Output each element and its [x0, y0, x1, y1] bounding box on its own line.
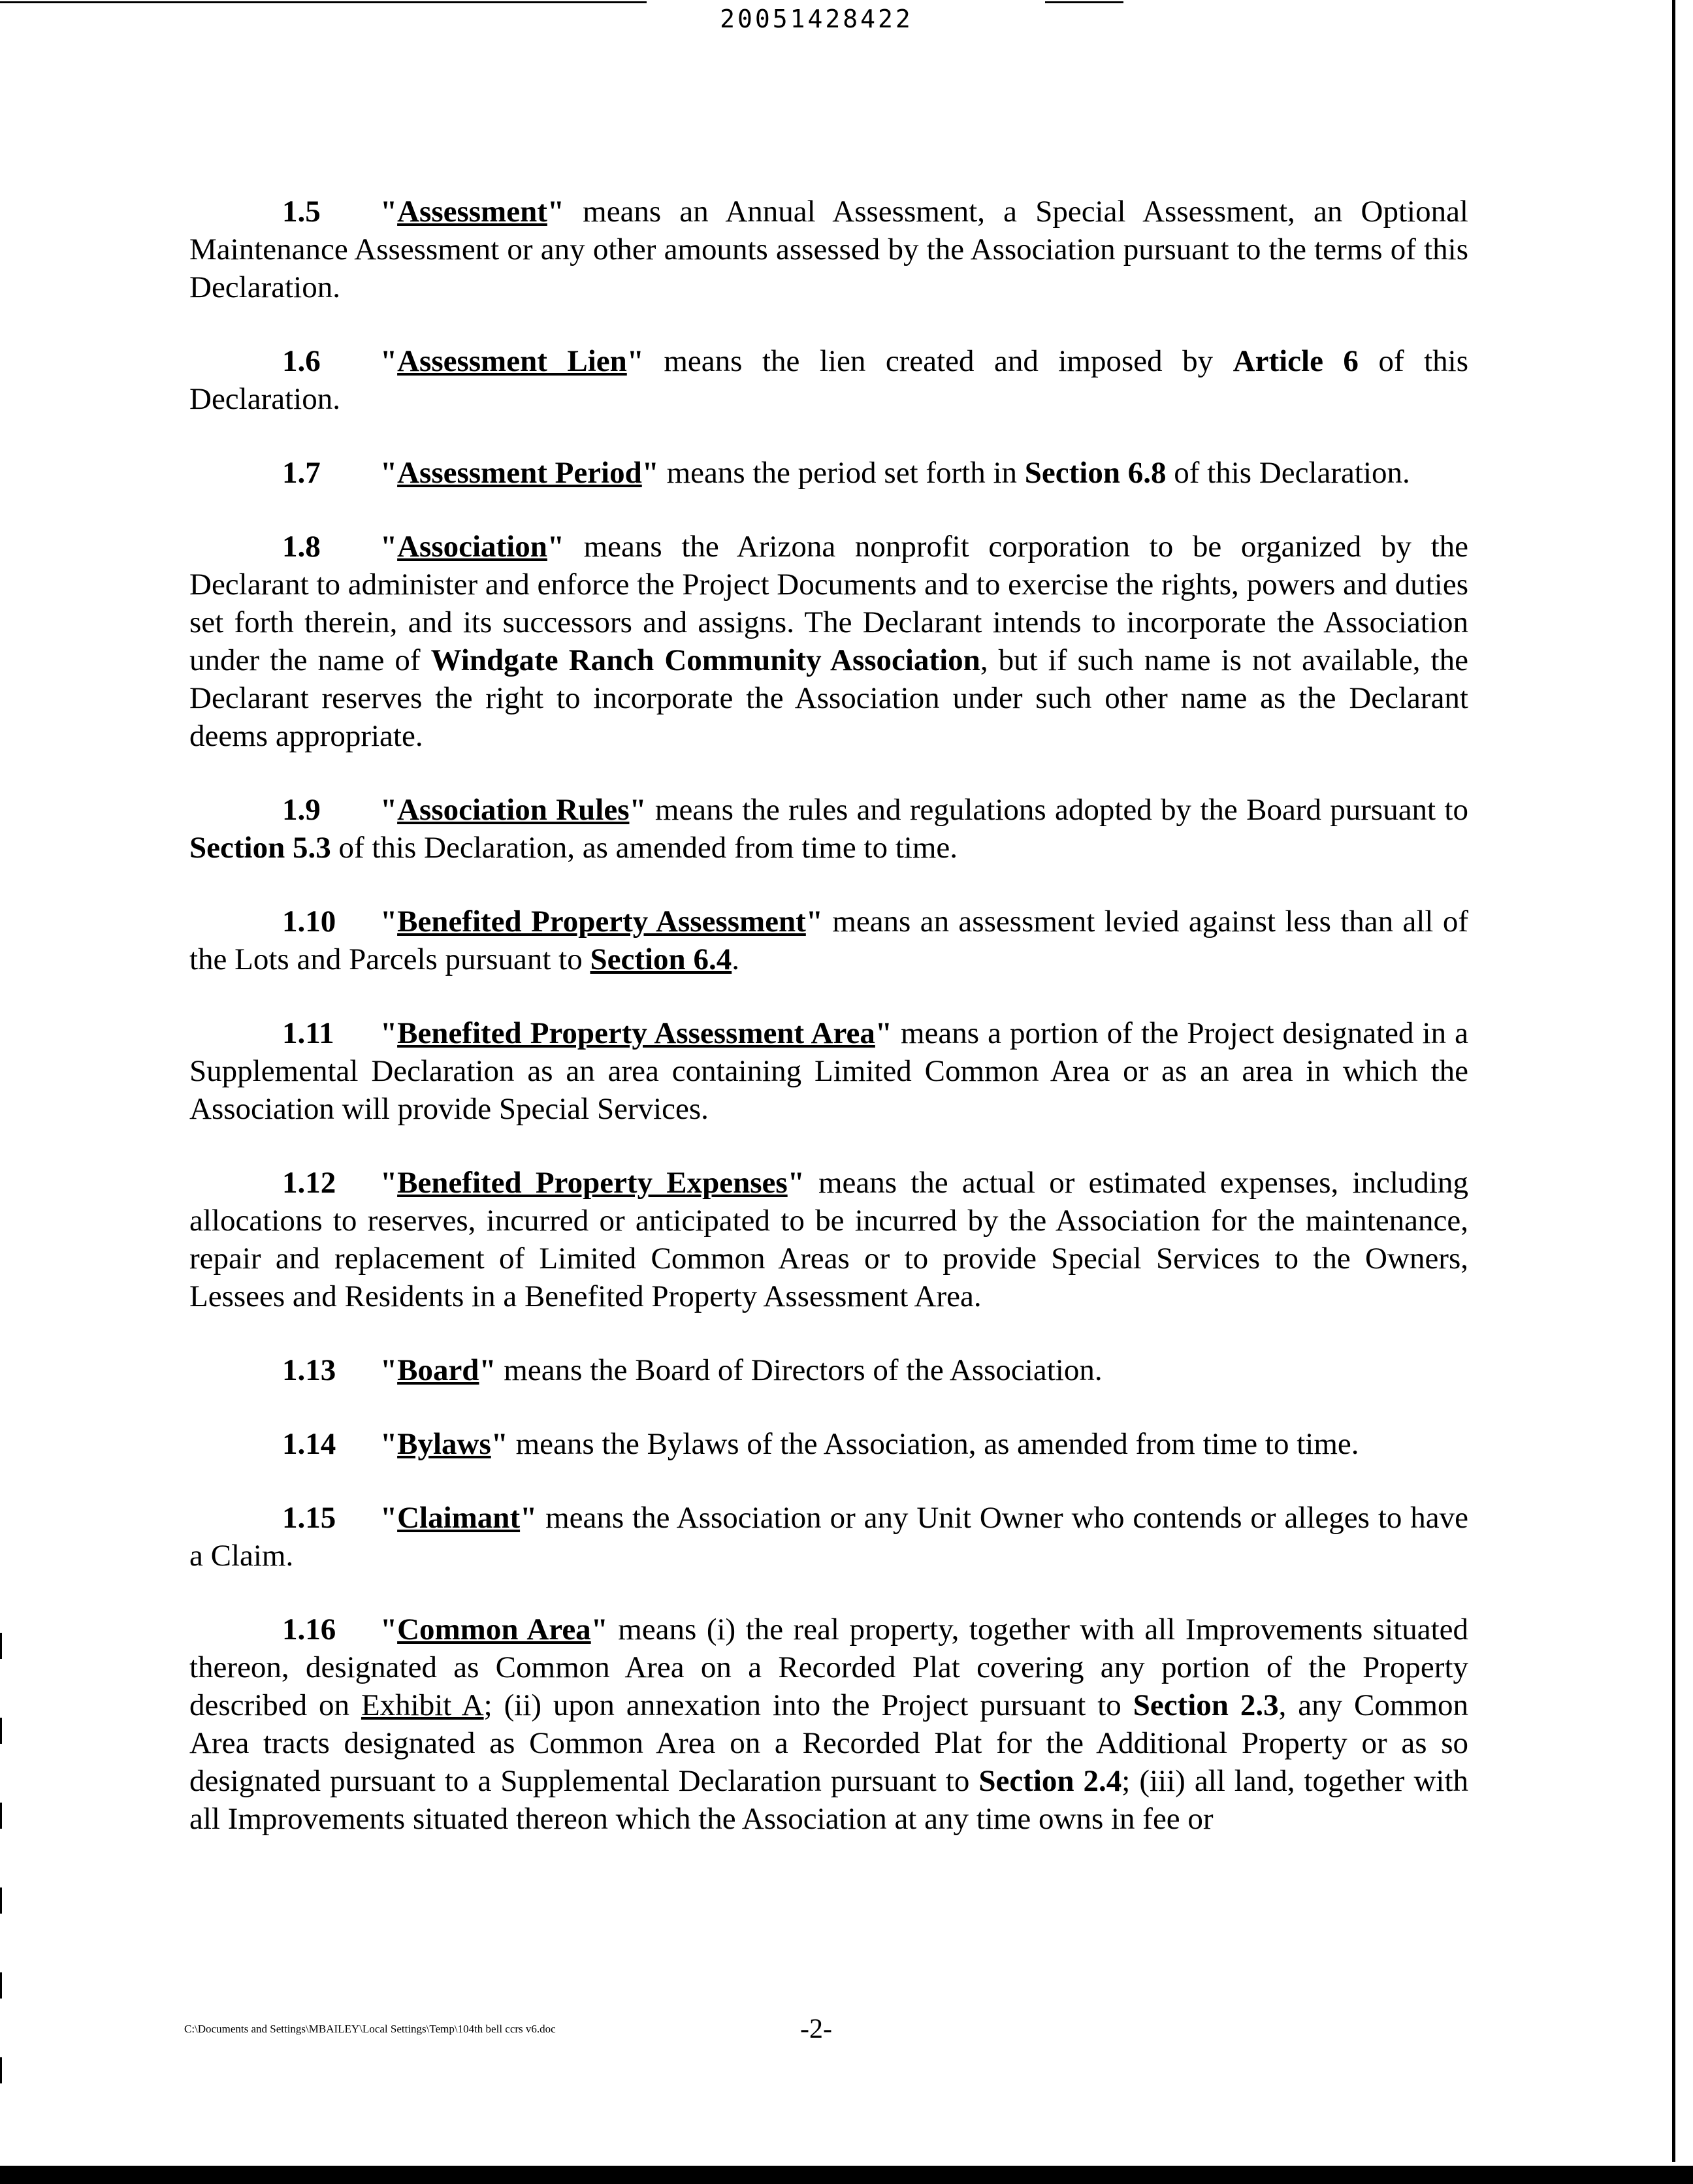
definition-1-12 [189, 1164, 1468, 1315]
definitions-list [189, 193, 1468, 1838]
definition-number: 1.14 [282, 1427, 336, 1461]
definition-1-13 [189, 1351, 1468, 1389]
definition-text: means the Bylaws of the Association, as amended from time to time. [508, 1427, 1359, 1461]
definition-text: ; (ii) upon annexation into the Project pursuant to [483, 1688, 1133, 1722]
definition-text: , but if such name is not available, the Declarant reserves the right to incorporate the Association under such other name as the Declarant deems appropriate. [189, 643, 1468, 753]
definition-text: , any Common Area tracts designated as Common Area on a Recorded Plat for the Additional Property or as so designated pursuant to a Supplemental Declaration pursuant to [189, 1688, 1469, 1798]
definition-number: 1.8 [282, 530, 321, 564]
definition-text: means the Association or any Unit Owner who contends or alleges to have a Claim. [189, 1501, 1468, 1573]
definition-text: means the rules and regulations adopted by the Board pursuant to [646, 793, 1468, 827]
bold-reference: Windgate Ranch Community Association [430, 643, 980, 677]
definition-text: means an assessment levied against less than all of the Lots and Parcels pursuant to [189, 905, 1468, 976]
defined-term: "Assessment Period" [380, 456, 659, 490]
top-rule-left [0, 1, 647, 3]
defined-term: "Bylaws" [380, 1427, 508, 1461]
scan-edge-bottom [0, 2166, 1693, 2184]
definition-text: means the lien created and imposed by [643, 344, 1233, 378]
definition-number: 1.16 [282, 1613, 336, 1646]
defined-term: "Benefited Property Expenses" [380, 1166, 805, 1200]
defined-term: "Board" [380, 1353, 496, 1387]
definition-text: means the Arizona nonprofit corporation to be organized by the Declarant to administer and enforce the Project Documents and to exercise the rights, powers and duties set forth therein, and its successors and assigns. The Declarant intends to incorporate the Association under the name of [189, 530, 1468, 677]
bold-reference: Article 6 [1233, 344, 1359, 378]
footer-file-path: C:\Documents and Settings\MBAILEY\Local Settings\Temp\104th bell ccrs v6.doc [184, 2023, 556, 2035]
definition-text: means (i) the real property, together with all Improvements situated thereon, designated as Common Area on a Recorded Plat covering any portion of the Property described on [189, 1613, 1468, 1722]
defined-term: "Common Area" [380, 1613, 608, 1646]
defined-term: "Benefited Property Assessment" [380, 905, 823, 939]
definition-number: 1.10 [282, 905, 336, 939]
defined-term: "Claimant" [380, 1501, 538, 1535]
definition-text: means a portion of the Project designated in a Supplemental Declaration as an area containing Limited Common Area or as an area in which the Association will provide Special Services. [189, 1016, 1468, 1126]
defined-term: "Benefited Property Assessment Area" [380, 1016, 892, 1050]
definition-text: of this Declaration. [1166, 456, 1410, 490]
definition-number: 1.6 [282, 344, 321, 378]
underlined-reference: Exhibit A [361, 1688, 484, 1722]
definition-number: 1.13 [282, 1353, 336, 1387]
definition-1-6 [189, 342, 1468, 418]
definition-number: 1.11 [282, 1016, 334, 1050]
defined-term: "Association" [380, 530, 564, 564]
definition-1-7 [189, 454, 1468, 492]
definition-1-14 [189, 1425, 1468, 1463]
bold-reference: Section 2.3 [1133, 1688, 1279, 1722]
bold-reference: Section 2.4 [978, 1764, 1122, 1798]
definition-text: means an Annual Assessment, a Special Assessment, an Optional Maintenance Assessment or any other amounts assessed by the Association pursuant to the terms of this Declaration. [189, 195, 1468, 304]
bold-reference: Section 5.3 [189, 831, 331, 865]
definition-number: 1.5 [282, 195, 321, 229]
bold-reference: Section 6.8 [1024, 456, 1167, 490]
definition-text: means the actual or estimated expenses, including allocations to reserves, incurred or anticipated to be incurred by the Association for the maintenance, repair and replacement of Limited Common Areas or to provide Special Services to the Owners, Lessees and Residents in a Benefited Property Assessment Area. [189, 1166, 1468, 1313]
document-id: 20051428422 [720, 5, 913, 33]
definition-text: ; (iii) all land, together with all Improvements situated thereon which the Association at any time owns in fee or [189, 1764, 1469, 1836]
defined-term: "Assessment Lien" [380, 344, 644, 378]
definition-text: of this Declaration. [189, 344, 1468, 416]
page-number: -2- [800, 2014, 832, 2044]
definition-1-16 [189, 1611, 1468, 1838]
definition-1-11 [189, 1014, 1468, 1128]
definition-number: 1.15 [282, 1501, 336, 1535]
scan-edge-right [1672, 0, 1675, 2162]
definition-1-9 [189, 791, 1468, 867]
defined-term: "Association Rules" [380, 793, 647, 827]
definition-text: means the period set forth in [658, 456, 1025, 490]
definition-1-5 [189, 193, 1468, 306]
definition-number: 1.7 [282, 456, 321, 490]
defined-term: "Assessment" [380, 195, 564, 229]
definition-text: . [732, 942, 739, 976]
scan-marks-left [0, 1633, 2, 2129]
definition-text: of this Declaration, as amended from time to time. [331, 831, 958, 865]
bold-reference: Section 6.4 [590, 942, 732, 976]
top-rule-right [1045, 1, 1123, 3]
definition-1-10 [189, 903, 1468, 978]
definition-number: 1.12 [282, 1166, 336, 1200]
definition-text: means the Board of Directors of the Association. [496, 1353, 1103, 1387]
definition-number: 1.9 [282, 793, 321, 827]
definition-1-8 [189, 528, 1468, 755]
definition-1-15 [189, 1499, 1468, 1575]
